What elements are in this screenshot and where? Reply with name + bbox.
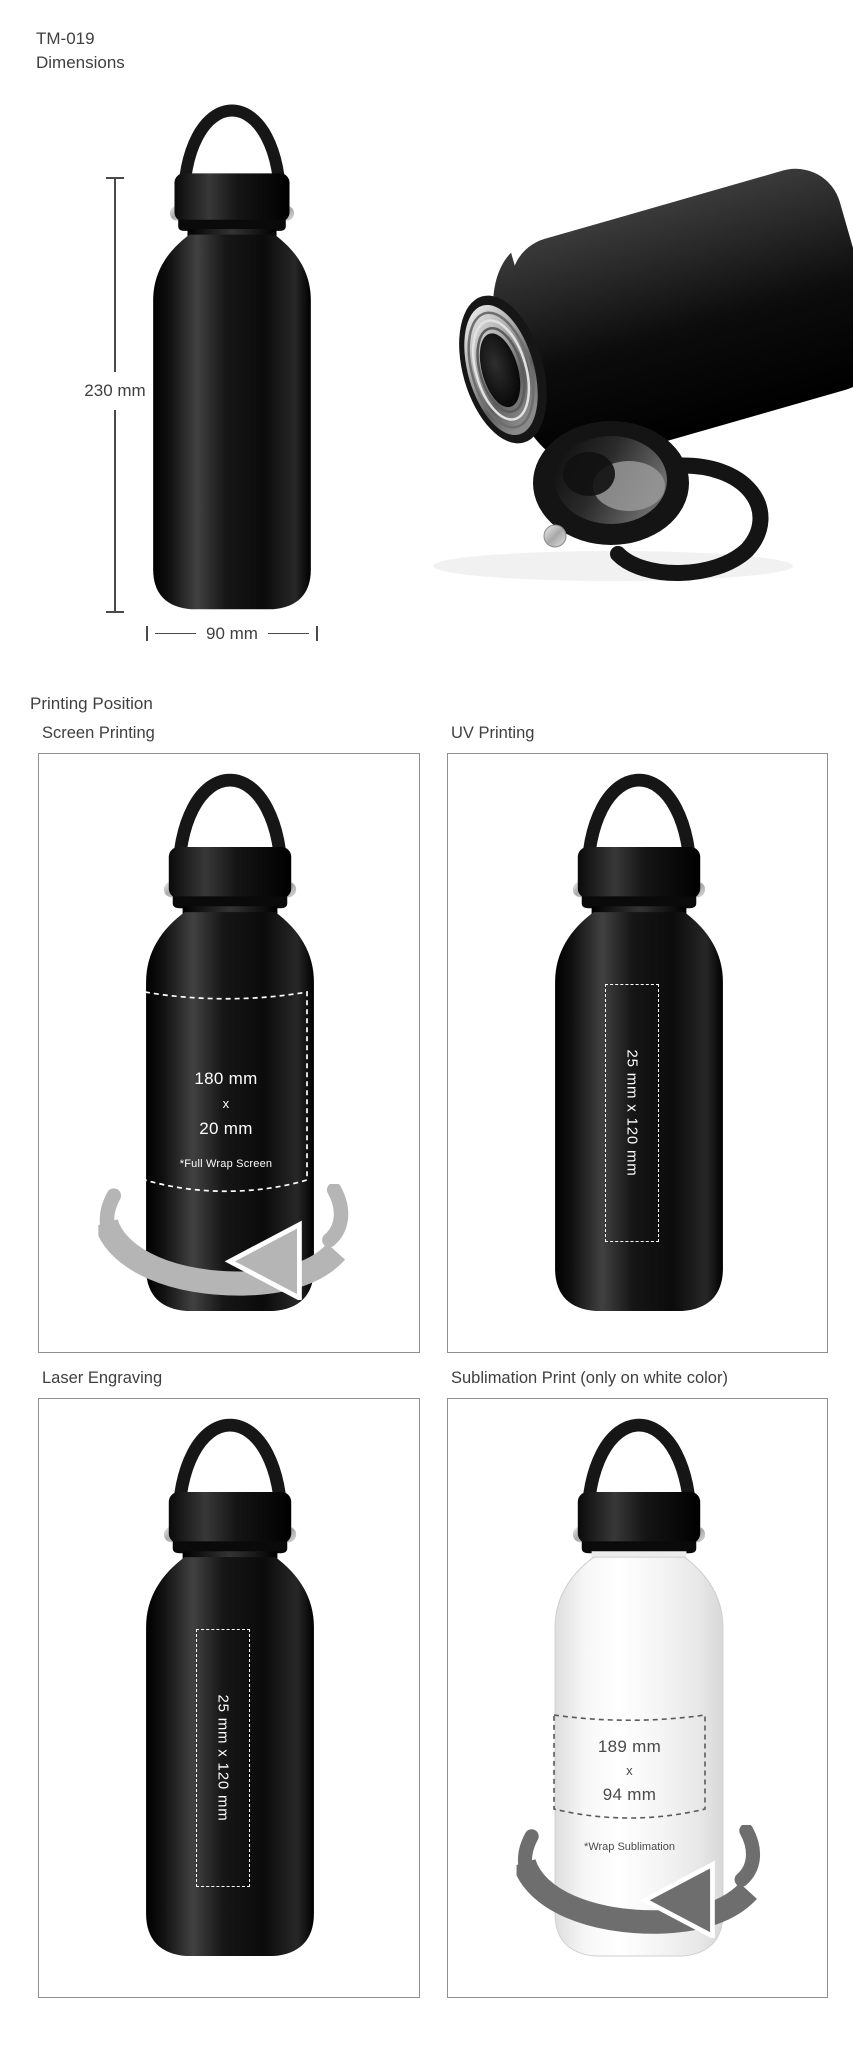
print-area-note: *Wrap Sublimation xyxy=(584,1841,675,1853)
panel-title: Sublimation Print (only on white color) xyxy=(451,1369,728,1387)
print-area-size xyxy=(144,1066,308,1177)
print-area-width: 189 mm xyxy=(597,1737,662,1756)
print-area-size xyxy=(553,1735,706,1807)
height-dimension-label: 230 mm xyxy=(82,372,147,410)
panel-screen-printing xyxy=(38,722,420,1353)
panel-title: UV Printing xyxy=(451,724,535,742)
header xyxy=(36,27,125,75)
panel-frame xyxy=(38,1398,420,1998)
panel-sublimation-print xyxy=(447,1367,829,1998)
panel-title: Screen Printing xyxy=(42,724,155,742)
panel-uv-printing xyxy=(447,722,829,1353)
dimension-line xyxy=(268,633,309,635)
dimension-line xyxy=(155,633,196,635)
bottle-lid xyxy=(533,421,760,573)
print-area-note: *Full Wrap Screen xyxy=(179,1158,273,1170)
panel-frame xyxy=(447,1398,828,1998)
dimension-end-tick xyxy=(146,626,148,641)
panel-title: Laser Engraving xyxy=(42,1369,163,1387)
print-area-height: 20 mm xyxy=(199,1119,253,1138)
print-area-size: 25 mm x 120 mm xyxy=(623,1049,641,1177)
dimension-end-tick xyxy=(106,611,124,613)
bottle-open-photo xyxy=(413,168,853,600)
dimensions-heading: Dimensions xyxy=(36,53,125,72)
print-area-box xyxy=(196,1629,250,1887)
panel-frame xyxy=(38,753,420,1353)
panel-laser-engraving xyxy=(38,1367,420,1998)
print-area-x: x xyxy=(626,1763,633,1778)
width-dimension-label: 90 mm xyxy=(206,623,258,643)
product-code: TM-019 xyxy=(36,29,95,48)
print-area-height: 94 mm xyxy=(602,1785,657,1804)
bottle-front-photo xyxy=(146,101,318,613)
panel-frame xyxy=(447,753,828,1353)
dimension-end-tick xyxy=(316,626,318,641)
dimension-end-tick xyxy=(106,177,124,179)
print-area-size: 25 mm x 120 mm xyxy=(214,1694,232,1822)
print-area-x: x xyxy=(222,1096,230,1111)
printing-position-heading: Printing Position xyxy=(30,694,153,713)
width-dimension-line xyxy=(146,623,318,643)
print-area-box xyxy=(605,984,659,1242)
print-area-width: 180 mm xyxy=(194,1069,258,1088)
